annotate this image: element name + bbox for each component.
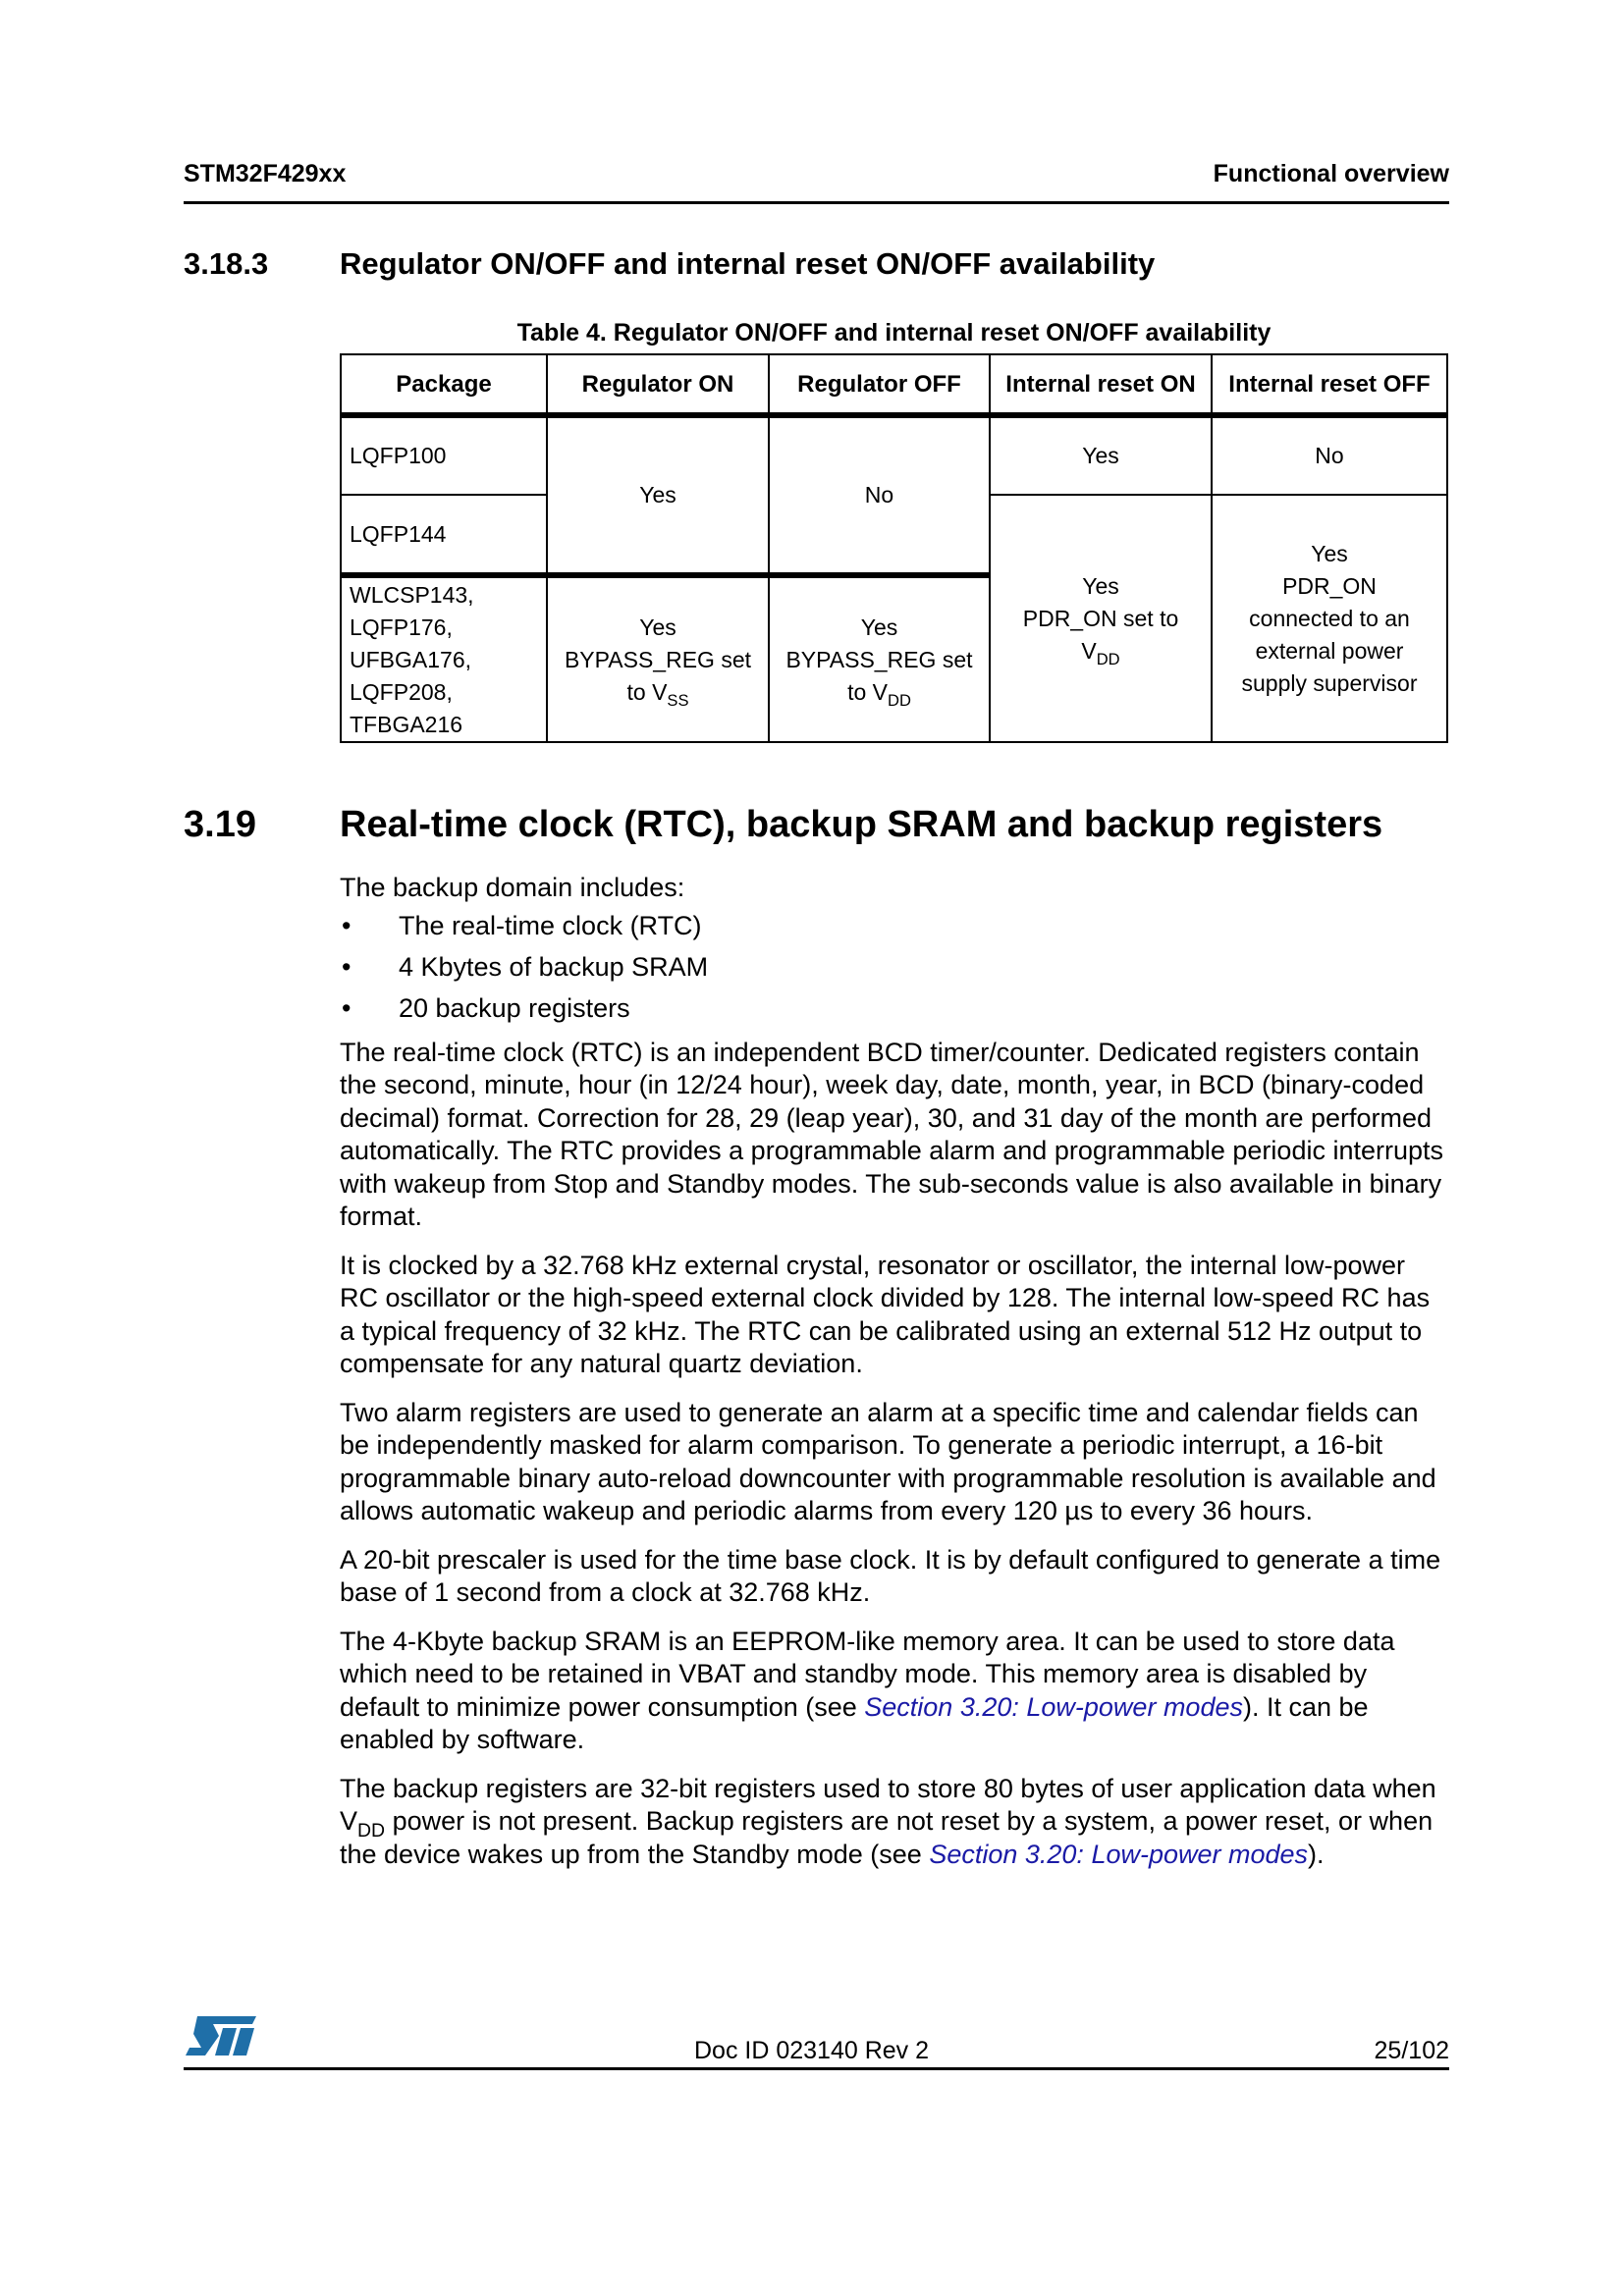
- column-header-regulator-off: Regulator OFF: [769, 354, 990, 415]
- paragraph-alarm-registers: Two alarm registers are used to generate an alarm at a specific time and calendar fields can be independently masked for alarm comparison. To generate a periodic interrupt, a 16-bit programmable binary auto-reload downcounter with programmable resolution is available and allows automatic wakeup and periodic alarms from every 120 µs to every 36 hours.: [340, 1397, 1436, 1525]
- list-item-text: The real-time clock (RTC): [399, 910, 702, 940]
- cell-line: Yes: [639, 614, 676, 640]
- cell-line: Yes: [1311, 540, 1348, 566]
- column-header-internal-reset-off: Internal reset OFF: [1212, 354, 1447, 415]
- cell-line: external power: [1255, 637, 1404, 664]
- symbol-text: V: [1081, 637, 1097, 664]
- list-item: [340, 946, 1449, 988]
- cell-line: BYPASS_REG set: [564, 646, 752, 672]
- footer-rule: [184, 2067, 1449, 2070]
- cell-line: Yes: [1082, 572, 1119, 599]
- paragraph-rtc-description: The real-time clock (RTC) is an independent BCD timer/counter. Dedicated registers contain the second, minute, hour (in 12/24 hour), week day, date, month, year, in BCD (binary-coded decimal) format. Correction for 28, 29 (leap year), 30, and 31 day of the month are performed automatically. The RTC provides a programmable alarm and programmable periodic interrupts with wakeup from Stop and Standby modes. The sub-seconds value is also available in binary format.: [340, 1037, 1444, 1231]
- section-number-3-18-3: 3.18.3: [184, 246, 269, 281]
- internal-reset-on-cell: Yes: [990, 415, 1212, 495]
- table-caption: Table 4. Regulator ON/OFF and internal reset ON/OFF availability: [516, 319, 1271, 347]
- bullet-icon: •: [342, 992, 352, 1023]
- paragraph-text: The backup registers are 32-bit registers used to store 80 bytes of user application data when V: [340, 1773, 1436, 1836]
- subscript: DD: [1096, 649, 1120, 668]
- section-3-20-link[interactable]: Section 3.20: Low-power modes: [929, 1839, 1309, 1869]
- symbol-text: to V: [847, 678, 888, 705]
- column-header-regulator-on: Regulator ON: [547, 354, 769, 415]
- footer-doc-id: Doc ID 023140 Rev 2: [693, 2037, 930, 2064]
- regulator-off-cell: [769, 575, 990, 742]
- section-body: [340, 872, 1449, 1887]
- cell-line: PDR_ON set to: [1022, 605, 1179, 631]
- list-item-text: 20 backup registers: [399, 992, 630, 1023]
- cell-line: [999, 635, 1203, 667]
- section-title-3-19: Real-time clock (RTC), backup SRAM and backup registers: [340, 804, 1383, 845]
- subscript: DD: [357, 1819, 386, 1842]
- cell-line: [556, 676, 760, 709]
- paragraph-backup-sram: [340, 1626, 1449, 1757]
- paragraph-text: power is not present. Backup registers are not reset by a system, a power reset, or when the device wakes up from the Standby mode (see: [340, 1806, 1434, 1869]
- package-name: LQFP176,: [350, 614, 453, 640]
- bullet-icon: •: [342, 951, 352, 982]
- cell-line: Yes: [860, 614, 898, 640]
- backup-domain-list: [340, 905, 1449, 1029]
- table-header-row: [341, 354, 1447, 415]
- list-item: [340, 988, 1449, 1029]
- cell-line: PDR_ON: [1282, 572, 1377, 599]
- subscript: SS: [667, 690, 689, 710]
- cell-line: supply supervisor: [1241, 669, 1418, 696]
- section-3-20-link[interactable]: Section 3.20: Low-power modes: [864, 1691, 1243, 1722]
- regulator-availability-table: [340, 353, 1448, 743]
- paragraph-text: The 4-Kbyte backup SRAM is an EEPROM-like memory area. It can be used to store data which need to be retained in VBAT and standby mode. This memory area is disabled by default to minimize power consumption (see: [340, 1626, 1395, 1722]
- symbol-text: to V: [626, 678, 668, 705]
- list-item: [340, 905, 1449, 946]
- paragraph-clock-source: It is clocked by a 32.768 kHz external crystal, resonator or oscillator, the internal low-power RC oscillator or the high-speed external clock divided by 128. The internal low-speed RC has a typical frequency of 32 kHz. The RTC can be calibrated using an external 512 Hz output to compensate for any natural quartz deviation.: [340, 1250, 1431, 1378]
- regulator-off-cell: No: [769, 415, 990, 575]
- running-header-chapter: Functional overview: [1213, 160, 1449, 187]
- section-title-3-18-3: Regulator ON/OFF and internal reset ON/OFF availability: [340, 246, 1156, 281]
- cell-line: BYPASS_REG set: [785, 646, 973, 672]
- package-cell: LQFP100: [341, 415, 547, 495]
- footer-page-number: 25/102: [1374, 2037, 1449, 2064]
- header-rule: [184, 201, 1449, 204]
- intro-paragraph: The backup domain includes:: [340, 873, 685, 902]
- package-name: TFBGA216: [350, 711, 463, 737]
- package-name: UFBGA176,: [350, 646, 471, 672]
- cell-line: connected to an: [1249, 605, 1410, 631]
- column-header-package: Package: [341, 354, 547, 415]
- paragraph-backup-registers: [340, 1773, 1449, 1872]
- bullet-icon: •: [342, 910, 352, 940]
- internal-reset-on-cell: [990, 495, 1212, 742]
- cell-line: [778, 676, 981, 709]
- table-row: [341, 415, 1447, 495]
- section-number-3-19: 3.19: [184, 804, 256, 845]
- package-cell: LQFP144: [341, 495, 547, 575]
- paragraph-text: ).: [1308, 1839, 1325, 1869]
- column-header-internal-reset-on: Internal reset ON: [990, 354, 1212, 415]
- internal-reset-off-cell: [1212, 495, 1447, 742]
- list-item-text: 4 Kbytes of backup SRAM: [399, 951, 709, 982]
- package-cell: [341, 575, 547, 742]
- running-header-doc-title: STM32F429xx: [184, 160, 347, 187]
- subscript: DD: [888, 690, 911, 710]
- package-name: WLCSP143,: [350, 581, 474, 608]
- package-name: LQFP208,: [350, 678, 453, 705]
- paragraph-prescaler: A 20-bit prescaler is used for the time base clock. It is by default configured to generate a time base of 1 second from a clock at 32.768 kHz.: [340, 1544, 1441, 1607]
- regulator-on-cell: Yes: [547, 415, 769, 575]
- internal-reset-off-cell: No: [1212, 415, 1447, 495]
- paragraph-text: ). It can be enabled by software.: [340, 1691, 1369, 1754]
- regulator-on-cell: [547, 575, 769, 742]
